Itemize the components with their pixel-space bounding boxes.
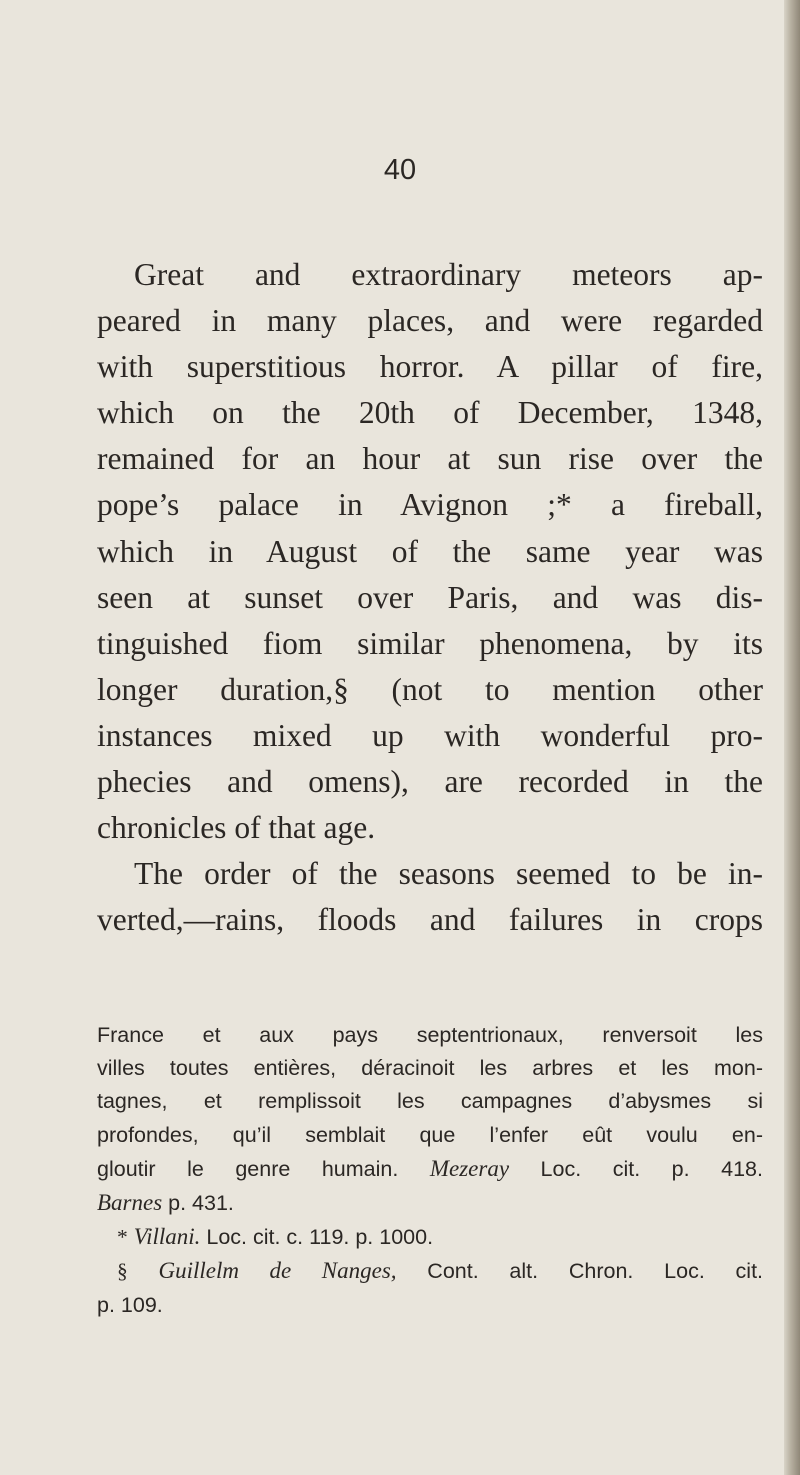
footnote-line: villes toutes entières, déracinoit les arbres et les mon- xyxy=(97,1056,763,1081)
body-line: phecies and omens), are recorded in the xyxy=(97,764,763,800)
body-line: longer duration,§ (not to mention other xyxy=(97,671,763,707)
footnote-text: Loc. cit. p. 418. xyxy=(540,1156,763,1181)
footnote-section xyxy=(97,1254,763,1288)
footnote-text: Cont. alt. Chron. Loc. cit. xyxy=(427,1259,764,1284)
body-line: pope’s palace in Avignon ;* a fireball, xyxy=(97,487,763,523)
footnote-line xyxy=(97,1186,763,1220)
body-line: remained for an hour at sun rise over the xyxy=(97,441,763,477)
body-line: The order of the seasons seemed to be in- xyxy=(134,856,763,892)
body-text xyxy=(97,252,763,943)
footnote-text: Loc. cit. c. 119. p. 1000. xyxy=(206,1225,434,1250)
body-line: which in August of the same year was xyxy=(97,533,763,569)
footnote-author: Barnes xyxy=(97,1190,163,1216)
body-line: which on the 20th of December, 1348, xyxy=(97,395,763,431)
footnote-line: tagnes, et remplissoit les campagnes d’abysmes si xyxy=(97,1089,763,1114)
footnote-line xyxy=(97,1152,763,1186)
footnote-mark: § xyxy=(117,1259,128,1284)
body-line: Great and extraordinary meteors ap- xyxy=(134,257,763,292)
body-line: instances mixed up with wonderful pro- xyxy=(97,717,763,753)
footnote-line: France et aux pays septentrionaux, renversoit les xyxy=(97,1023,763,1047)
body-line: peared in many places, and were regarded xyxy=(97,303,763,339)
footnote-author: Mezeray xyxy=(429,1155,510,1181)
footnote-mark: * xyxy=(117,1225,128,1250)
footnote-line: profondes, qu’il semblait que l’enfer eût voulu en- xyxy=(97,1122,763,1147)
body-line: seen at sunset over Paris, and was dis- xyxy=(97,579,763,615)
body-line: with superstitious horror. A pillar of fire, xyxy=(97,349,763,385)
footnote-text: p. 431. xyxy=(168,1191,234,1216)
footnote-star xyxy=(97,1220,763,1254)
page-number: 40 xyxy=(383,154,417,186)
footnote-text: gloutir le genre humain. xyxy=(97,1156,399,1181)
footnote-author: Villani. xyxy=(133,1224,201,1250)
footnotes xyxy=(97,1019,763,1322)
body-line: tinguished fiom similar phenomena, by its xyxy=(97,625,763,661)
body-line: chronicles of that age. xyxy=(97,810,376,846)
page-edge xyxy=(784,0,800,1475)
footnote-line: p. 109. xyxy=(97,1292,163,1317)
footnote-author: Guillelm de Nanges, xyxy=(158,1258,397,1284)
body-line: verted,—rains, floods and failures in crops xyxy=(97,902,763,938)
